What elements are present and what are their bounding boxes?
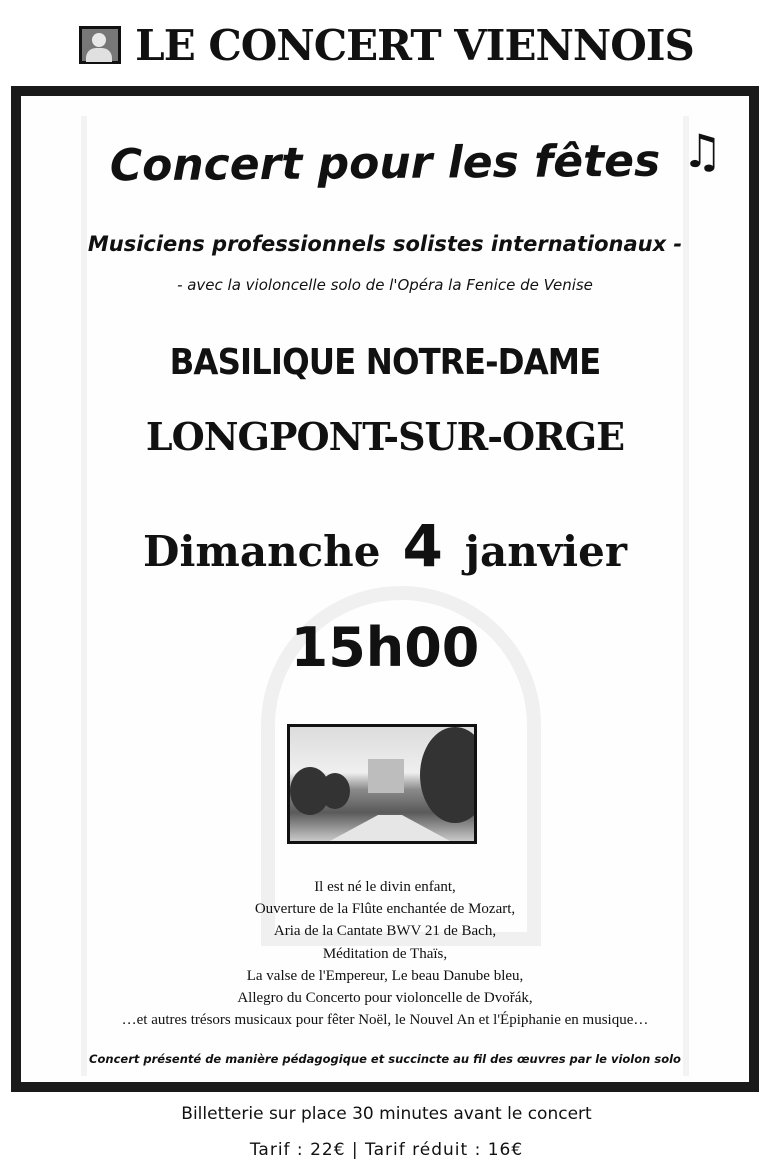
music-notes-icon: ♫	[681, 124, 723, 178]
poster	[11, 86, 759, 1092]
program-line: La valse de l'Empereur, Le beau Danube bleu,	[246, 967, 524, 984]
program-list	[21, 876, 749, 1031]
date-weekday: Dimanche	[143, 527, 381, 576]
ticketing-info: Billetterie sur place 30 minutes avant le concert	[181, 1104, 592, 1124]
header	[0, 14, 773, 76]
basilica-photo	[287, 724, 477, 844]
poster-subtitle: Musiciens professionnels solistes internationaux -	[87, 232, 683, 256]
program-line: Allegro du Concerto pour violoncelle de Dvořák,	[237, 990, 533, 1007]
photo-tree	[320, 773, 350, 809]
organization-name: LE CONCERT VIENNOIS	[135, 20, 694, 70]
poster-title: Concert pour les fêtes	[109, 135, 661, 192]
date-day: 4	[402, 512, 443, 580]
photo-road	[330, 815, 450, 841]
program-line: Aria de la Cantate BWV 21 de Bach,	[273, 923, 497, 940]
program-line: Ouverture de la Flûte enchantée de Mozart,	[254, 901, 516, 918]
photo-building	[368, 759, 404, 793]
presentation-note: Concert présenté de manière pédagogique et succincte au fil des œuvres par le violon solo	[89, 1052, 681, 1066]
portrait-logo-icon	[79, 26, 121, 64]
date-month: janvier	[464, 527, 627, 576]
venue-town: LONGPONT-SUR-ORGE	[145, 414, 625, 459]
concert-time: 15h00	[290, 616, 480, 679]
poster-subtitle-secondary: - avec la violoncelle solo de l'Opéra la Fenice de Venise	[177, 276, 593, 294]
program-line: Il est né le divin enfant,	[314, 879, 456, 895]
venue-name: BASILIQUE NOTRE-DAME	[169, 342, 601, 383]
program-line: …et autres trésors musicaux pour fêter Noël, le Nouvel An et l'Épiphanie en musique…	[121, 1012, 649, 1029]
price-info: Tarif : 22€ | Tarif réduit : 16€	[249, 1140, 524, 1160]
photo-tree	[420, 727, 477, 823]
program-line: Méditation de Thaïs,	[322, 945, 448, 962]
concert-date	[21, 512, 749, 580]
